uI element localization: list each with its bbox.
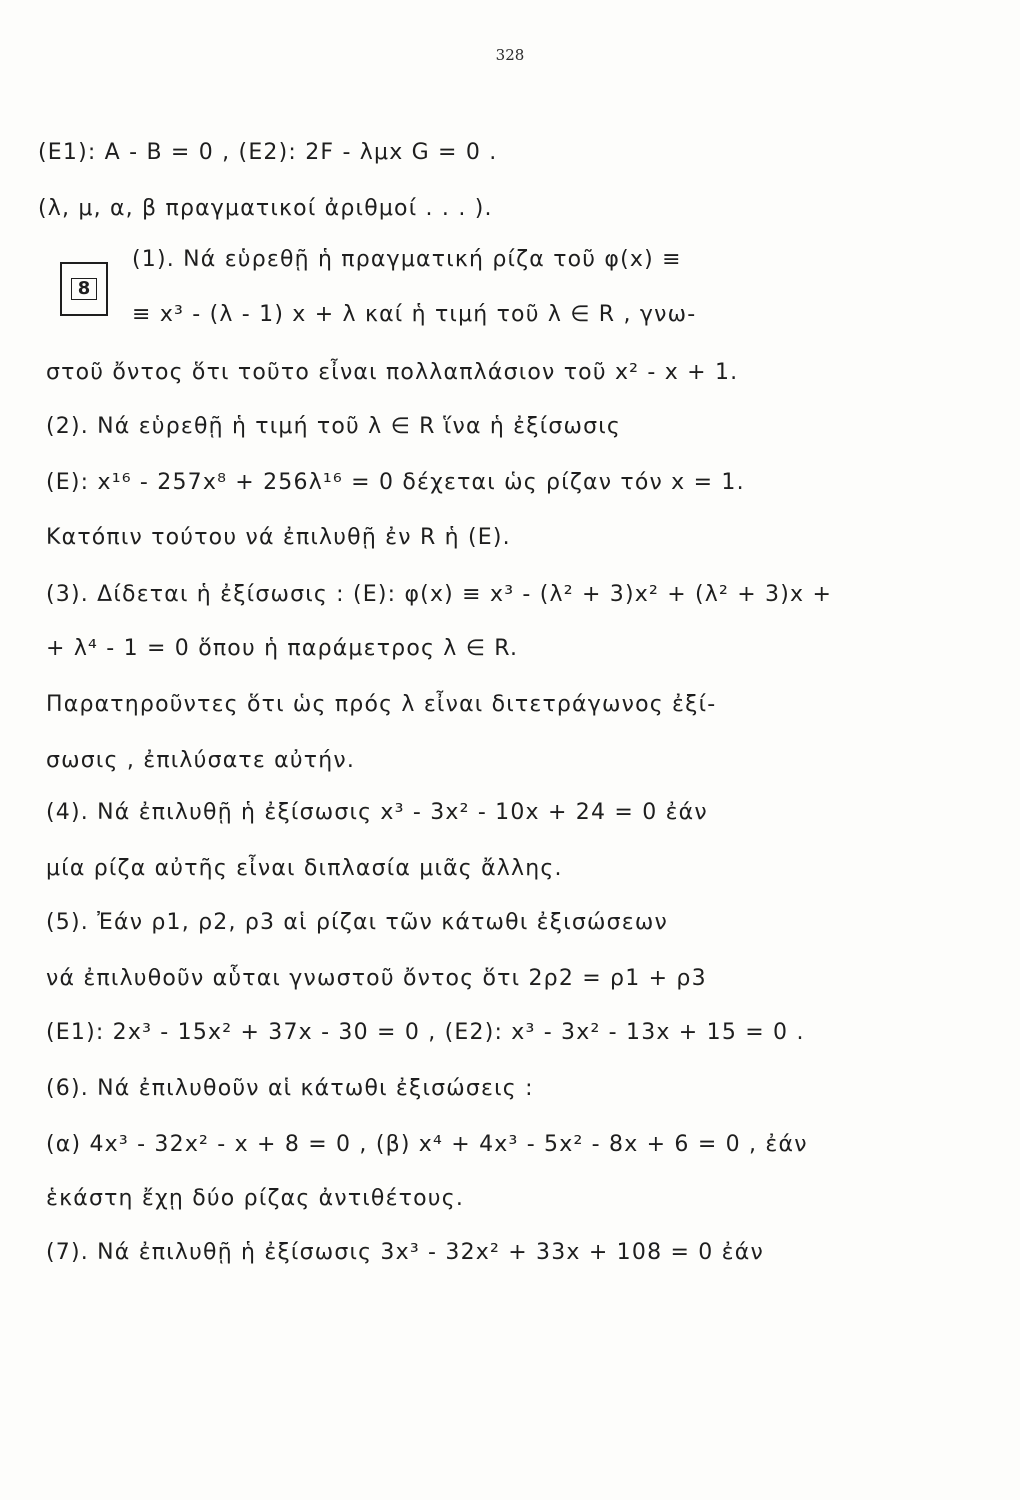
text-line: Κατόπιν τούτου νά ἐπιλυθῇ ἐν R ἡ (E).	[46, 525, 511, 550]
text-line: (E1): 2x³ - 15x² + 37x - 30 = 0 , (E2): x³ - 3x² - 13x + 15 = 0 .	[46, 1020, 805, 1045]
text-line: μία ρίζα αὐτῆς εἶναι διπλασία μιᾶς ἄλλης.	[46, 856, 563, 881]
text-line: (4). Νά ἐπιλυθῇ ἡ ἐξίσωσις x³ - 3x² - 10x + 24 = 0 ἐάν	[46, 800, 708, 825]
page-number: 328	[495, 46, 525, 64]
text-line: + λ⁴ - 1 = 0 ὅπου ἡ παράμετρος λ ∈ R.	[46, 636, 519, 661]
text-line: (7). Νά ἐπιλυθῇ ἡ ἐξίσωσις 3x³ - 32x² + 33x + 108 = 0 ἐάν	[46, 1240, 764, 1265]
problem-number-box	[60, 262, 108, 316]
text-line: (5). Ἐάν ρ1, ρ2, ρ3 αἱ ρίζαι τῶν κάτωθι ἐξισώσεων	[46, 910, 668, 935]
text-line: (2). Νά εὑρεθῇ ἡ τιμή τοῦ λ ∈ R ἵνα ἡ ἐξίσωσις	[46, 414, 622, 439]
text-line: ≡ x³ - (λ - 1) x + λ καί ἡ τιμή τοῦ λ ∈ R , γνω-	[132, 302, 697, 327]
text-line: (λ, μ, α, β πραγματικοί ἀριθμοί . . . ).	[38, 196, 493, 221]
text-line: (E): x¹⁶ - 257x⁸ + 256λ¹⁶ = 0 δέχεται ὡς ρίζαν τόν x = 1.	[46, 470, 745, 495]
text-line: στοῦ ὄντος ὅτι τοῦτο εἶναι πολλαπλάσιον τοῦ x² - x + 1.	[46, 360, 739, 385]
text-line: (α) 4x³ - 32x² - x + 8 = 0 , (β) x⁴ + 4x³ - 5x² - 8x + 6 = 0 , ἐάν	[46, 1132, 808, 1157]
text-line: νά ἐπιλυθοῦν αὗται γνωστοῦ ὄντος ὅτι 2ρ2 = ρ1 + ρ3	[46, 966, 707, 991]
text-line: Παρατηροῦντες ὅτι ὡς πρός λ εἶναι διτετράγωνος ἐξί-	[46, 692, 717, 717]
text-line: (3). Δίδεται ἡ ἐξίσωσις : (E): φ(x) ≡ x³ - (λ² + 3)x² + (λ² + 3)x +	[46, 582, 833, 607]
problem-number: 8	[71, 278, 98, 300]
text-line: ἑκάστη ἔχῃ δύο ρίζας ἀντιθέτους.	[46, 1186, 465, 1211]
text-line: (E1): A - B = 0 , (E2): 2F - λμx G = 0 .	[38, 140, 498, 165]
text-line: (6). Νά ἐπιλυθοῦν αἱ κάτωθι ἐξισώσεις :	[46, 1076, 534, 1101]
text-line: σωσις , ἐπιλύσατε αὐτήν.	[46, 748, 356, 773]
text-line: (1). Νά εὑρεθῇ ἡ πραγματική ρίζα τοῦ φ(x) ≡	[132, 247, 682, 272]
